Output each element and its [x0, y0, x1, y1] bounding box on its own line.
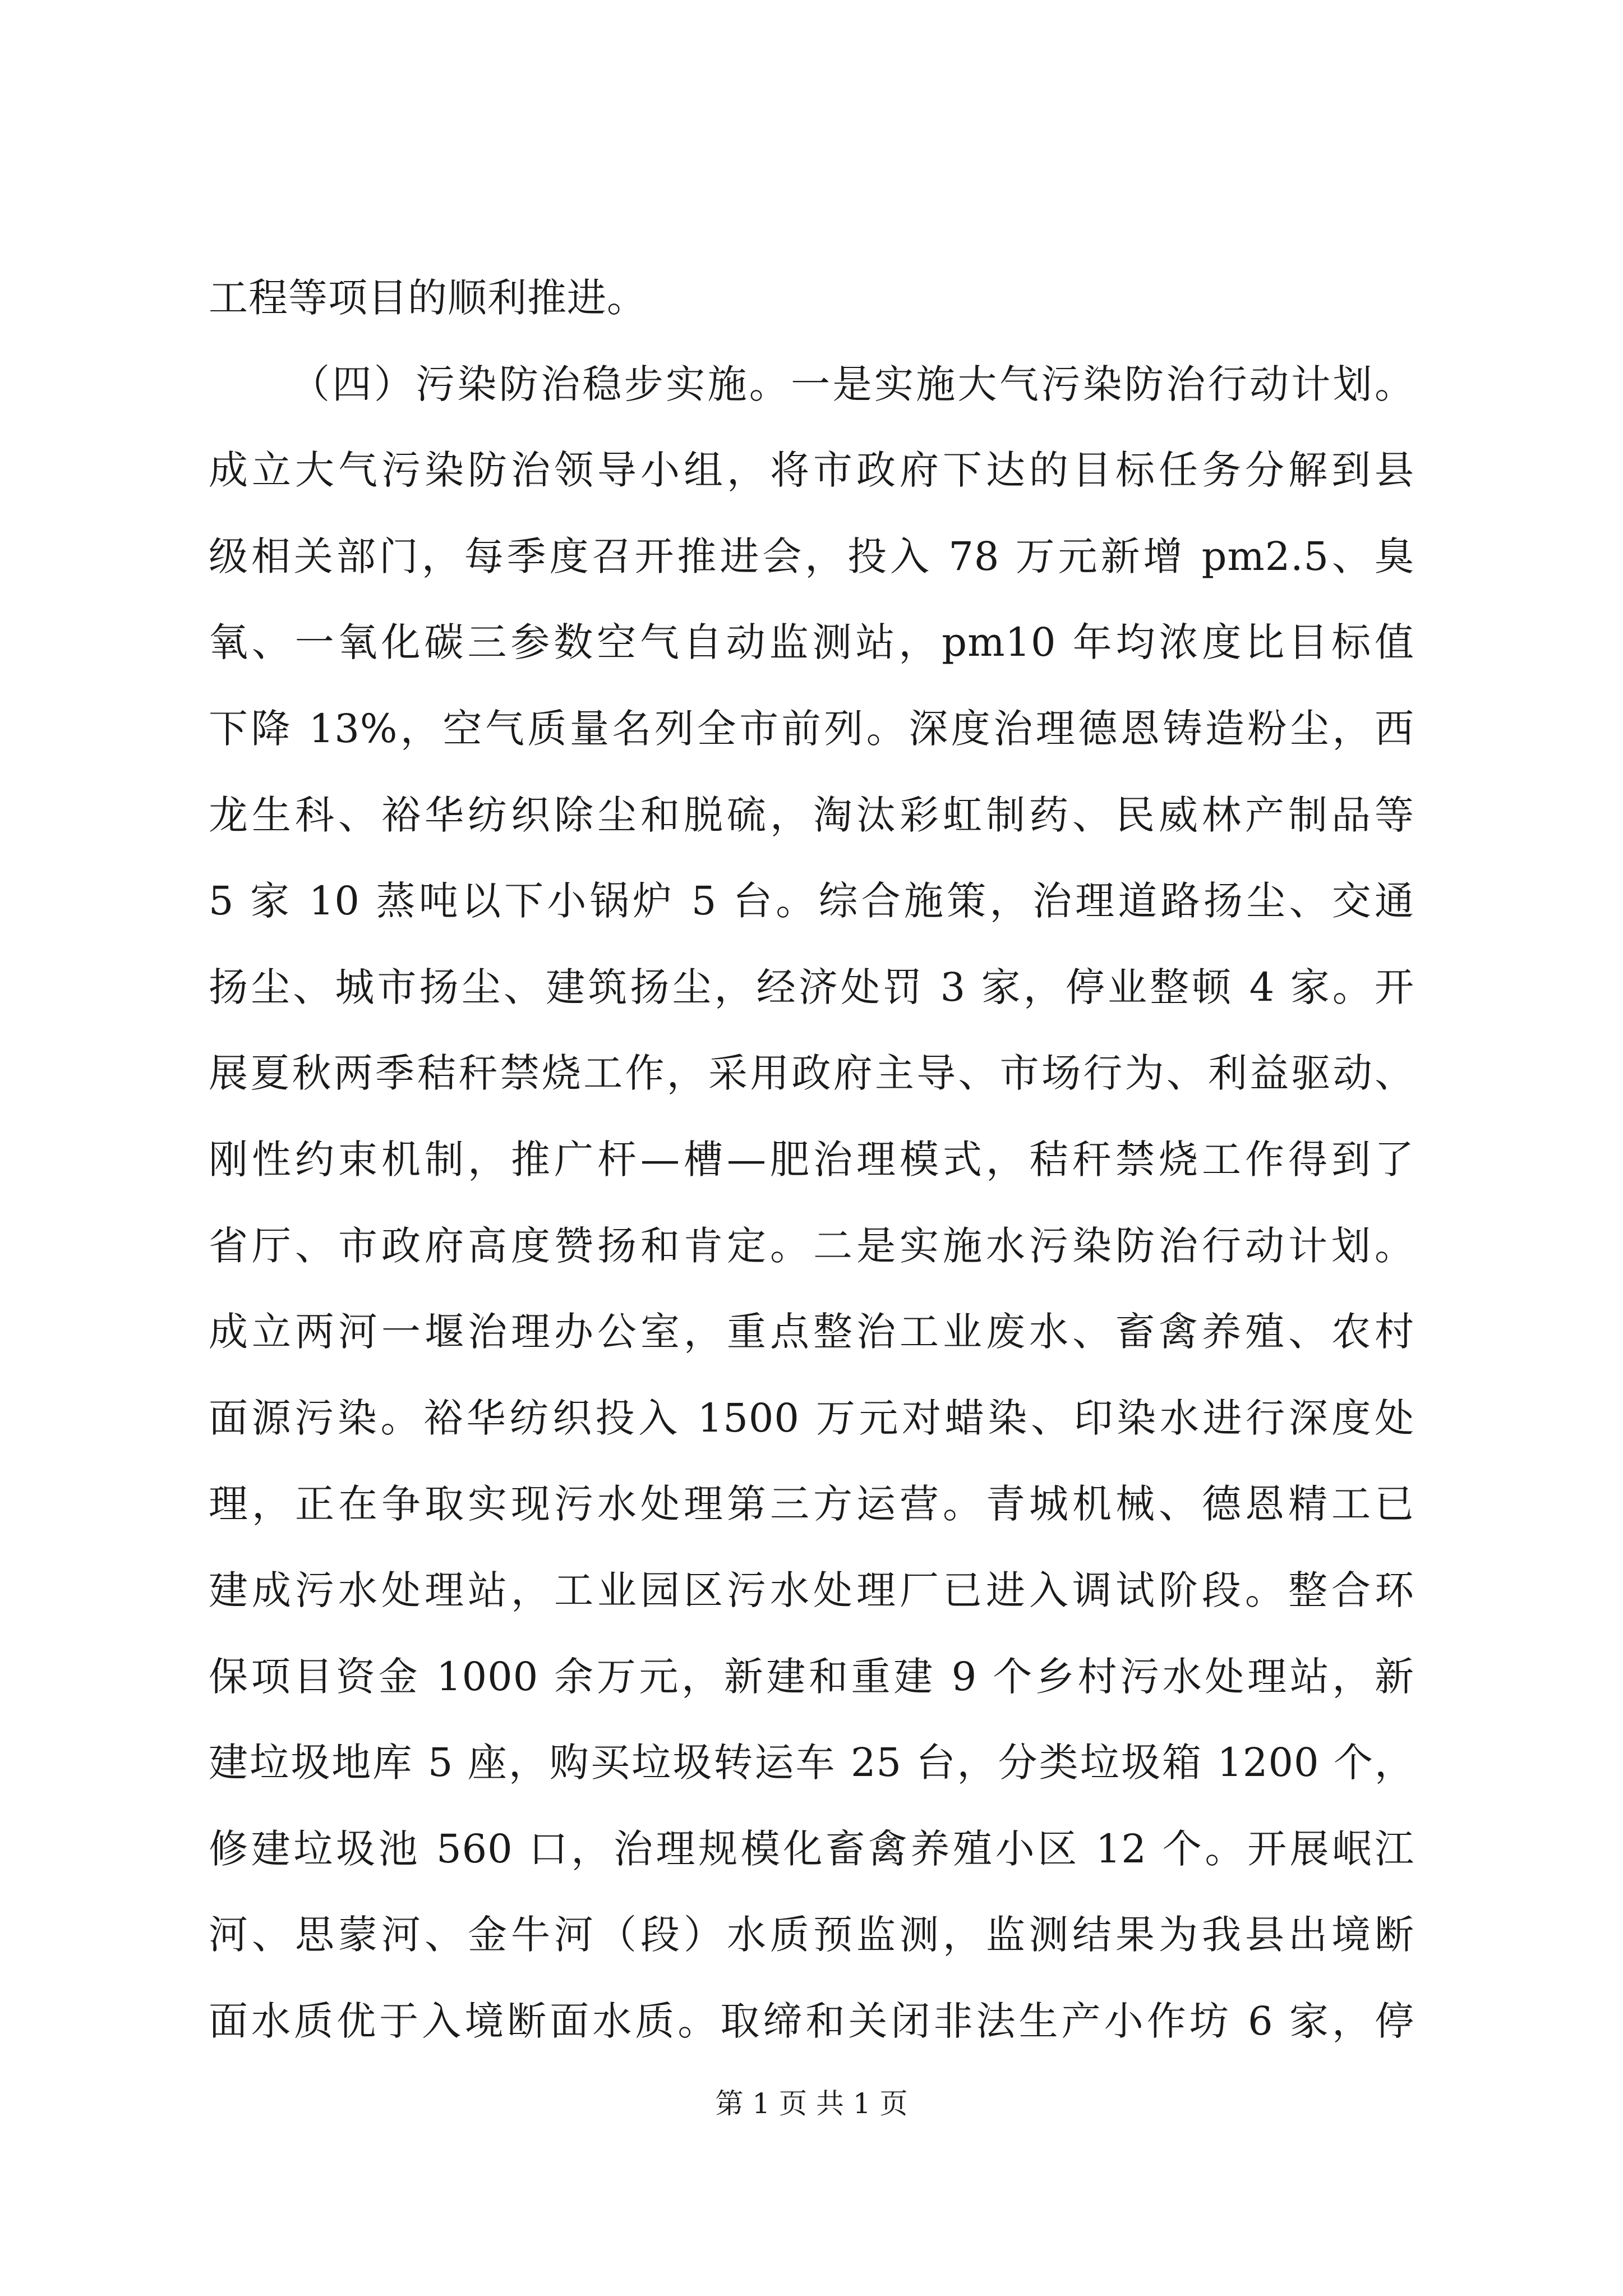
text-line: 成立两河一堰治理办公室，重点整治工业废水、畜禽养殖、农村: [209, 1309, 1414, 1355]
text-line: 级相关部门，每季度召开推进会，投入 78 万元新增 pm2.5、臭: [209, 533, 1414, 579]
text-line: 修建垃圾池 560 口，治理规模化畜禽养殖小区 12 个。开展岷江: [209, 1825, 1414, 1872]
text-line: （四）污染防治稳步实施。一是实施大气污染防治行动计划。: [291, 361, 1414, 407]
text-line: 建垃圾地库 5 座，购买垃圾转运车 25 台，分类垃圾箱 1200 个，: [209, 1740, 1414, 1786]
text-line: 展夏秋两季秸秆禁烧工作，采用政府主导、市场行为、利益驱动、: [209, 1050, 1414, 1097]
text-line: 刚性约束机制，推广杆—槽—肥治理模式，秸秆禁烧工作得到了: [209, 1136, 1414, 1182]
text-line: 龙生科、裕华纺织除尘和脱硫，淘汰彩虹制药、民威林产制品等: [209, 792, 1414, 838]
text-line: 河、思蒙河、金牛河（段）水质预监测，监测结果为我县出境断: [209, 1912, 1414, 1958]
body-text: [209, 255, 1414, 2064]
text-line: 工程等项目的顺利推进。: [209, 275, 647, 321]
page-number-footer: 第 1 页 共 1 页: [715, 2087, 908, 2120]
text-line: 扬尘、城市扬尘、建筑扬尘，经济处罚 3 家，停业整顿 4 家。开: [209, 964, 1414, 1010]
text-line: 5 家 10 蒸吨以下小锅炉 5 台。综合施策，治理道路扬尘、交通: [209, 878, 1414, 924]
text-line: 建成污水处理站，工业园区污水处理厂已进入调试阶段。整合环: [209, 1567, 1414, 1613]
text-line: 面水质优于入境断面水质。取缔和关闭非法生产小作坊 6 家，停: [209, 1998, 1414, 2044]
text-line: 成立大气污染防治领导小组，将市政府下达的目标任务分解到县: [209, 447, 1414, 494]
text-line: 理，正在争取实现污水处理第三方运营。青城机械、德恩精工已: [209, 1481, 1414, 1527]
text-line: 面源污染。裕华纺织投入 1500 万元对蜡染、印染水进行深度处: [209, 1395, 1414, 1441]
text-line: 保项目资金 1000 余万元，新建和重建 9 个乡村污水处理站，新: [209, 1653, 1414, 1700]
text-line: 省厅、市政府高度赞扬和肯定。二是实施水污染防治行动计划。: [209, 1222, 1414, 1269]
text-line: 氧、一氧化碳三参数空气自动监测站，pm10 年均浓度比目标值: [209, 619, 1414, 666]
text-line: 下降 13%，空气质量名列全市前列。深度治理德恩铸造粉尘，西: [209, 705, 1414, 752]
